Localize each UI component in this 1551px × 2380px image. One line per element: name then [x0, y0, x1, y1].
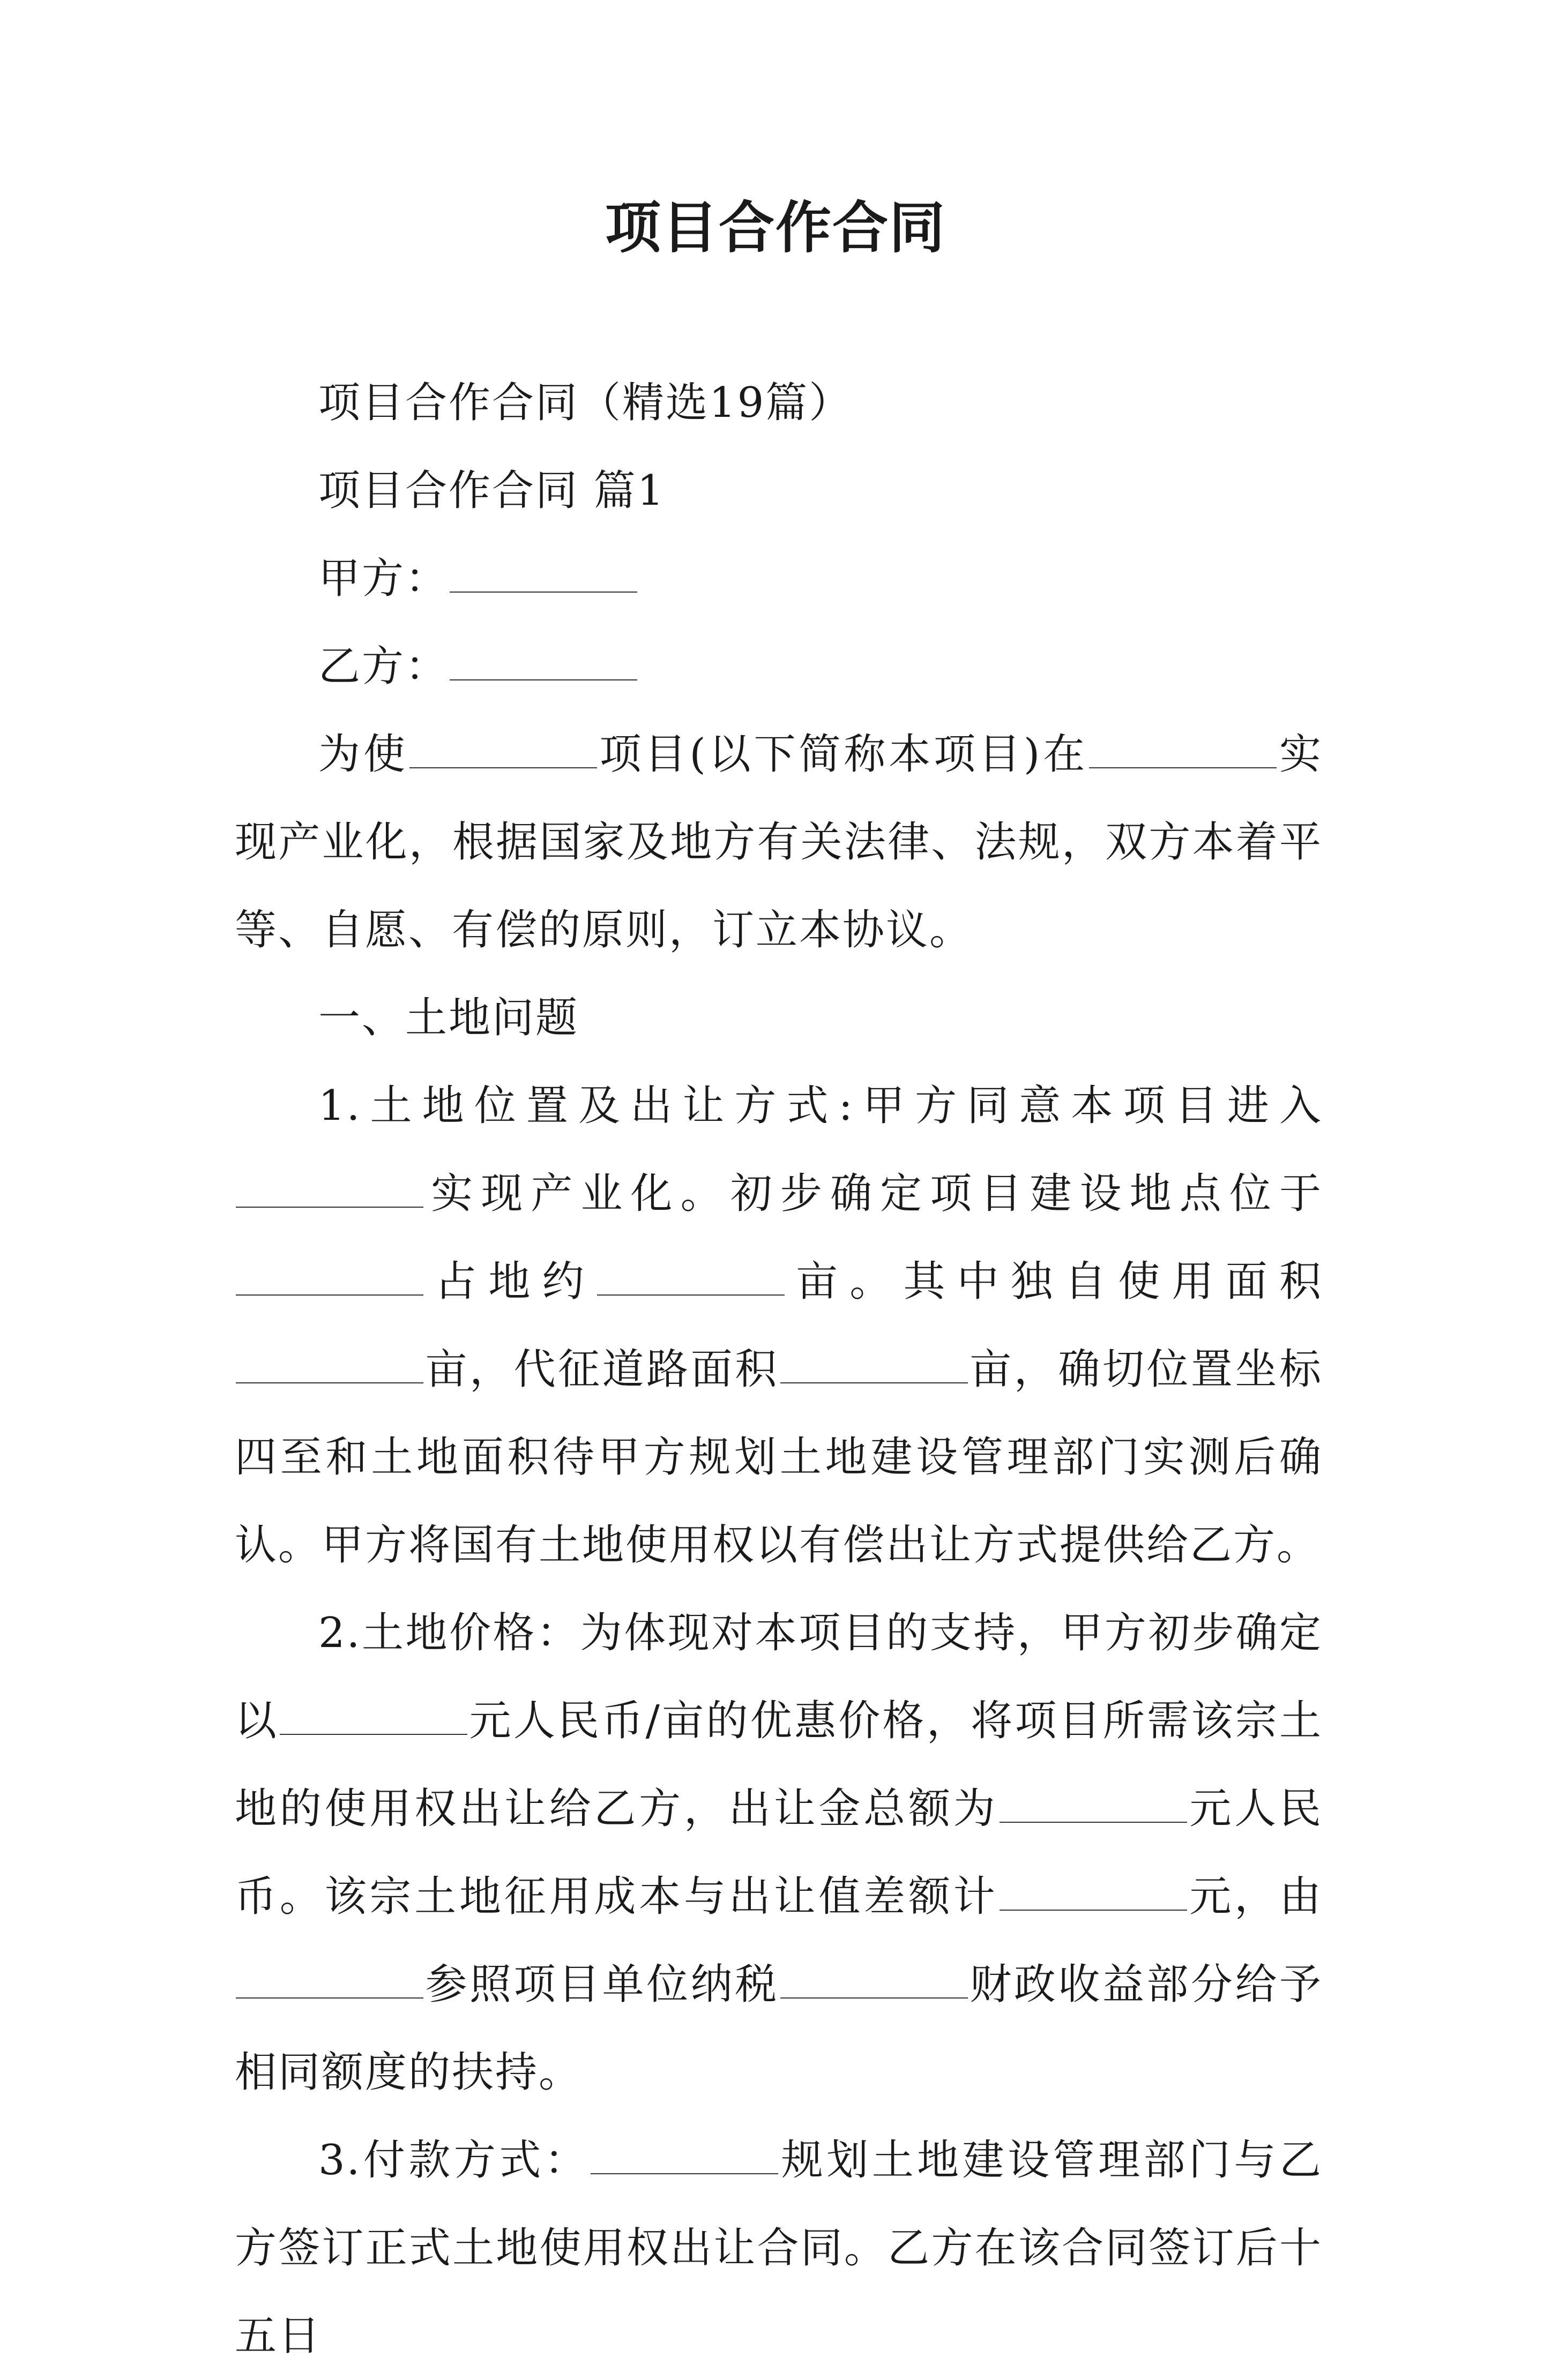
paragraph-party-a: 甲方：: [235, 535, 1323, 623]
fill-in-blank: [780, 1350, 968, 1383]
fill-in-blank: [236, 1262, 423, 1296]
paragraph-clause-1: 1.土地位置及出让方式:甲方同意本项目进入实现产业化。初步确定项目建设地点位于占地约 亩。其中独自使用面积亩，代征道路面积 亩，确切位置坐标四至和土地面积待甲方规划土地建设管理部门实测后确认。甲方将国有土地使用权以有偿出让方式提供给乙方。: [235, 1082, 1323, 1569]
fill-in-blank: [236, 1174, 423, 1208]
paragraph-section-heading: 项目合作合同 篇1: [318, 467, 666, 515]
fill-in-blank: [236, 1350, 423, 1383]
fill-in-blank: [280, 1702, 467, 1735]
fill-in-blank: [597, 1262, 785, 1296]
paragraph-subtitle: 项目合作合同（精选19篇）: [318, 379, 853, 427]
fill-in-blank: [1089, 735, 1277, 768]
fill-in-blank: [780, 1965, 968, 1999]
fill-in-blank: [1000, 1877, 1187, 1911]
fill-in-blank: [1000, 1790, 1187, 1823]
paragraph-clause-3: 3.付款方式： 规划土地建设管理部门与乙方签订正式土地使用权出让合同。乙方在该合同签订后十五日: [235, 2136, 1323, 2360]
paragraph-party-b: 乙方：: [235, 623, 1323, 710]
document-title: 项目合作合同: [605, 194, 946, 260]
fill-in-blank: [236, 1965, 423, 1999]
document-body: [235, 359, 1323, 2380]
fill-in-blank: [409, 735, 597, 768]
fill-in-blank: [591, 2141, 778, 2174]
fill-in-blank: [450, 559, 637, 593]
fill-in-blank: [450, 647, 637, 680]
paragraph-clause-2: 2.土地价格：为体现对本项目的支持，甲方初步确定以 元人民币/亩的优惠价格，将项目所需该宗土地的使用权出让给乙方，出让金总额为 元人民币。该宗土地征用成本与出让值差额计 元，由参照项目单位纳税 财政收益部分给予相同额度的扶持。: [235, 1609, 1323, 2097]
paragraph-heading-land: 一、土地问题: [318, 994, 579, 1042]
paragraph-preamble: 为使 项目(以下简称本项目)在 实现产业化，根据国家及地方有关法律、法规，双方本着平等、自愿、有偿的原则，订立本协议。: [235, 730, 1323, 954]
